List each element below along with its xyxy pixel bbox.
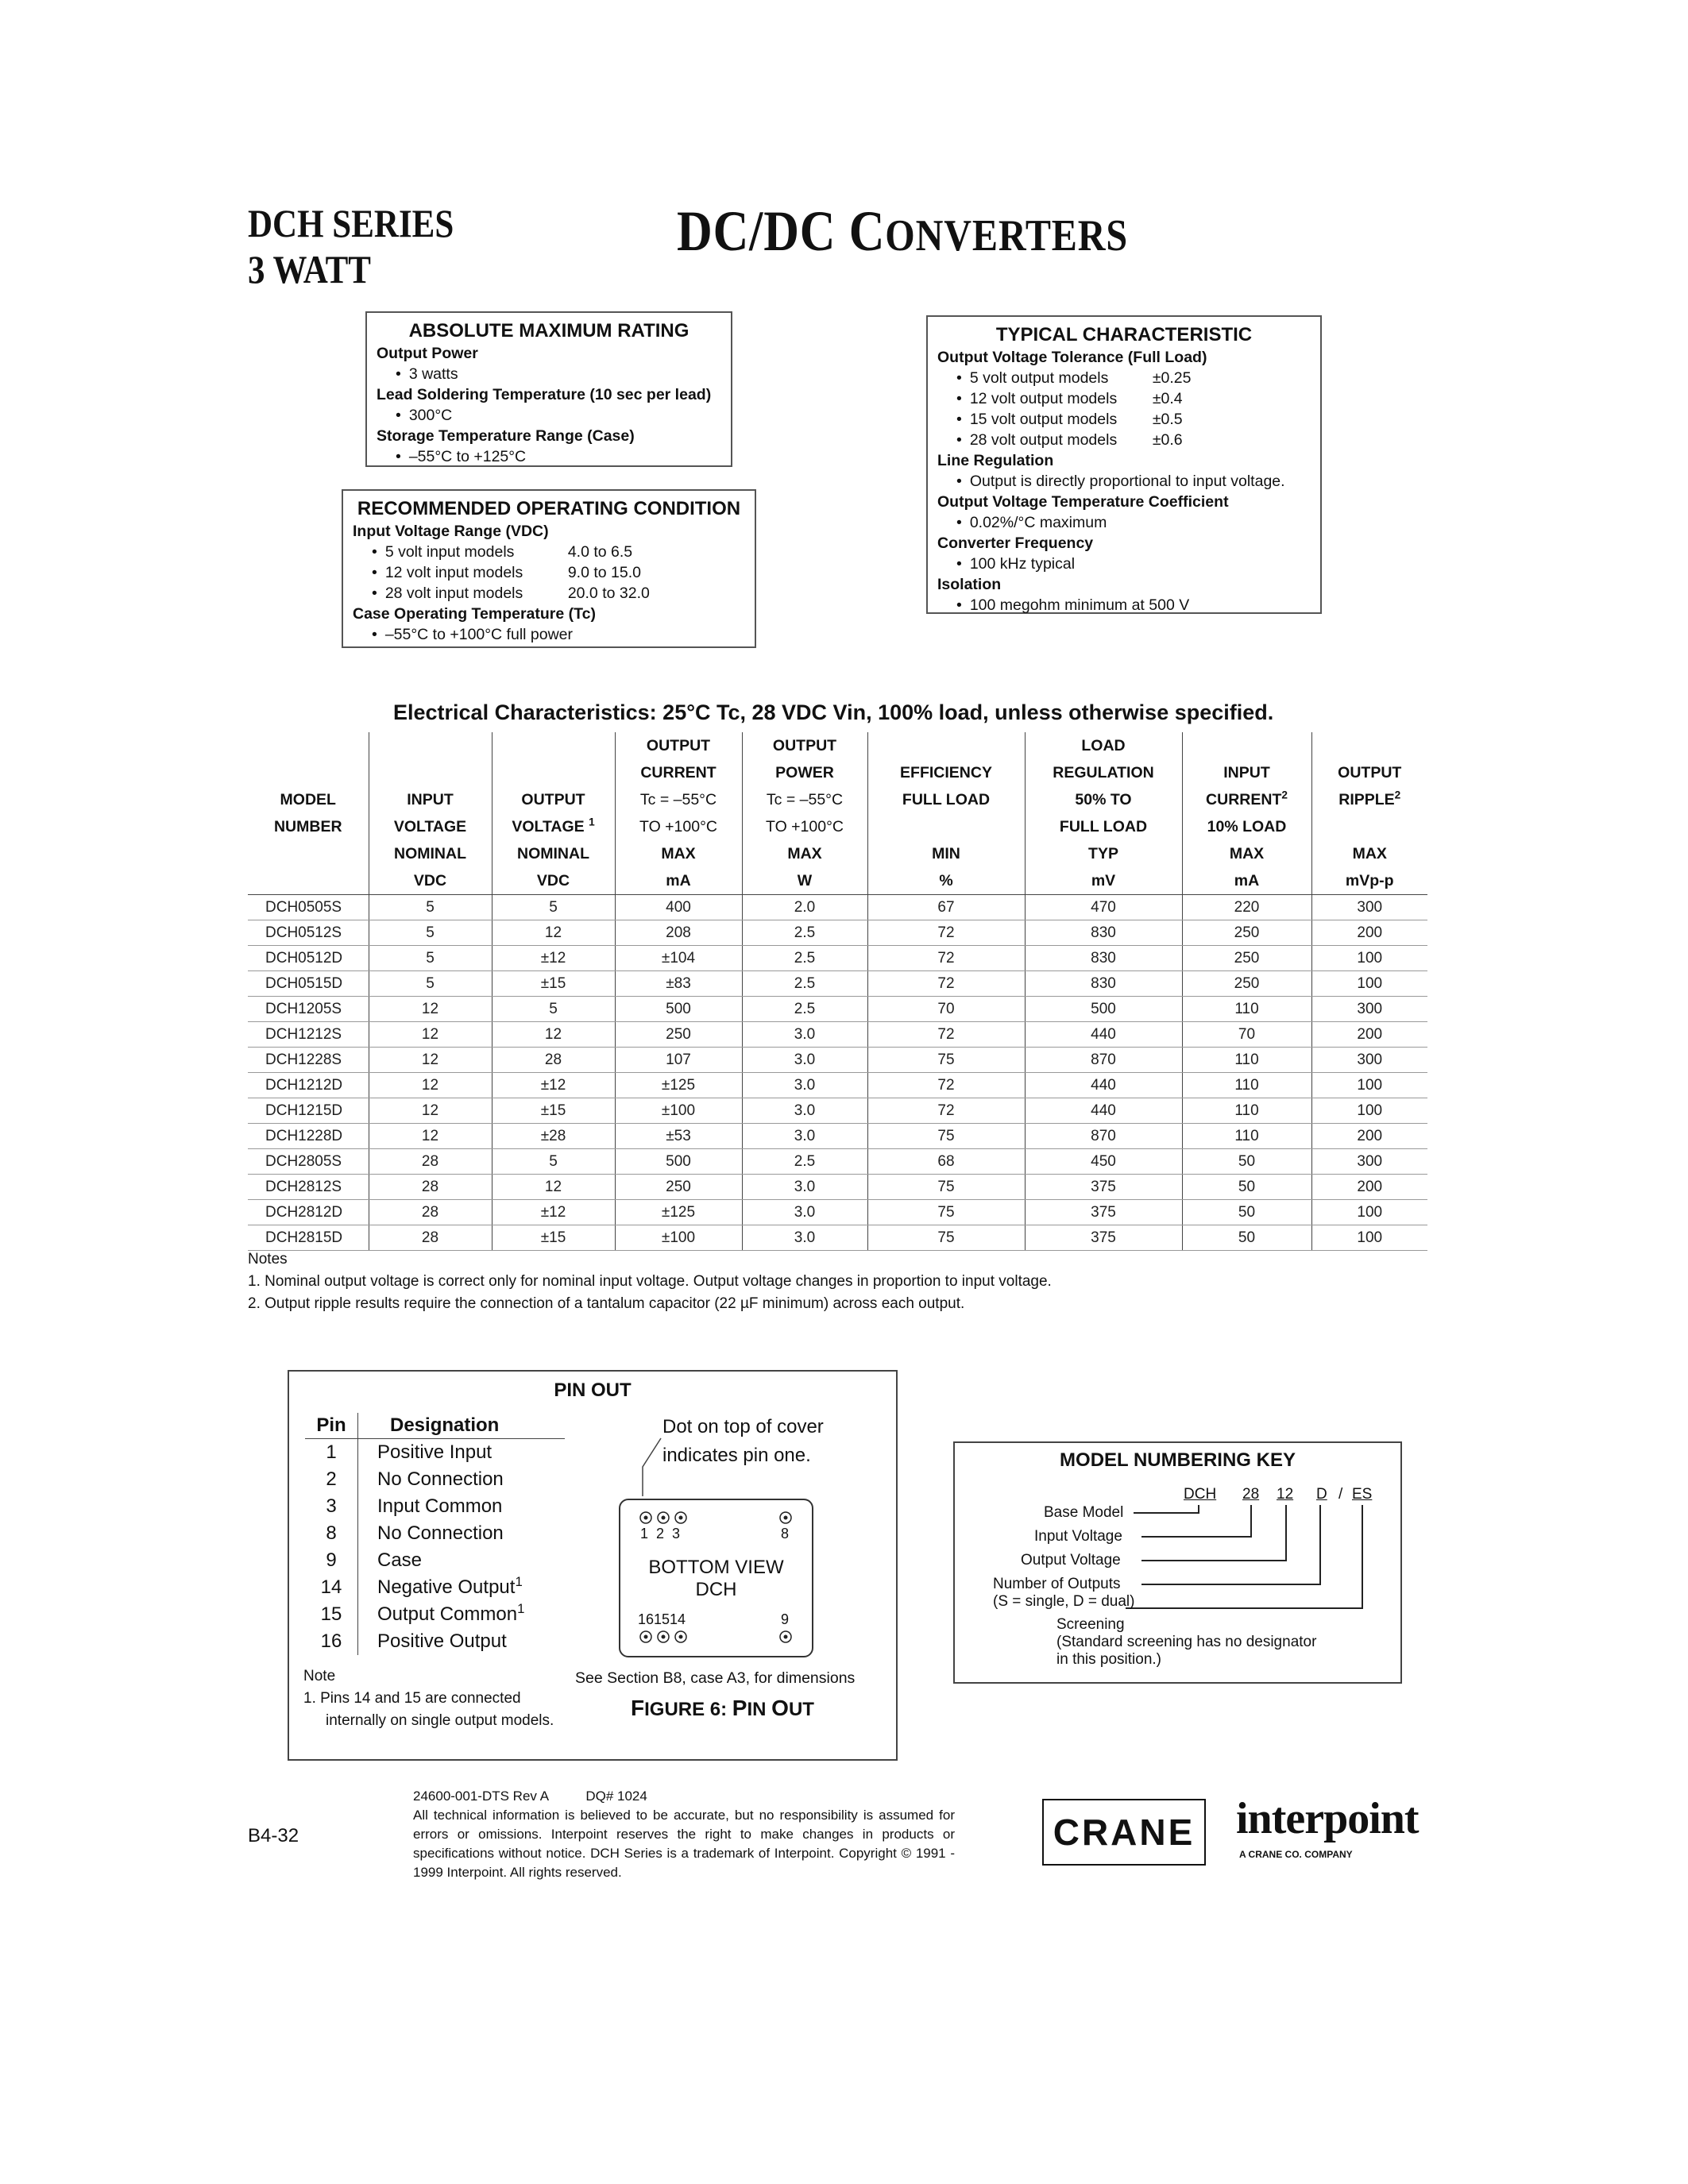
- value-cell: 500: [615, 997, 742, 1022]
- value-cell: 72: [867, 1098, 1025, 1124]
- col-header-output-ripple: OUTPUT RIPPLE$^2$: [1311, 732, 1427, 840]
- pin-row: 15 Output Common$^1$: [305, 1601, 565, 1628]
- value-cell: 3.0: [742, 1048, 867, 1073]
- row-label: • 15 volt output models: [969, 411, 1118, 428]
- table-row: [248, 1200, 1427, 1225]
- value-cell: 28: [369, 1225, 492, 1251]
- value-cell: 2.0: [742, 895, 867, 920]
- value-cell: 72: [867, 971, 1025, 997]
- recommended-operating-box: [342, 489, 756, 648]
- electrical-table-title: Electrical Characteristics: 25°C Tc, 28 VDC Vin, 100% load, unless otherwise specified.: [393, 700, 1274, 724]
- value-cell: 2.5: [742, 971, 867, 997]
- characteristic-value: • Output is directly proportional to input voltage.: [937, 471, 1311, 492]
- value-cell: 100: [1311, 1200, 1427, 1225]
- unit-cell: [248, 867, 369, 895]
- value-cell: 28: [369, 1200, 492, 1225]
- value-cell: 12: [369, 1048, 492, 1073]
- pin-out-title: PIN OUT: [554, 1379, 632, 1401]
- pin-8-number: 8: [781, 1526, 790, 1542]
- value-cell: 220: [1182, 895, 1311, 920]
- spec-cell: MIN: [867, 840, 1025, 867]
- value-cell: 107: [615, 1048, 742, 1073]
- model-number-cell: DCH1212D: [248, 1073, 369, 1098]
- rating-heading: Storage Temperature Range (Case): [377, 427, 635, 445]
- value-cell: 100: [1311, 946, 1427, 971]
- value-cell: 375: [1025, 1200, 1182, 1225]
- value-cell: 12: [492, 920, 615, 946]
- characteristic-value: • 100 kHz typical: [937, 554, 1311, 574]
- value-cell: 3.0: [742, 1098, 867, 1124]
- value-cell: 75: [867, 1124, 1025, 1149]
- package-name-label: DCH: [695, 1579, 737, 1600]
- series-title: [248, 200, 454, 292]
- value-cell: 28: [492, 1048, 615, 1073]
- pin-note-heading: Note: [303, 1668, 336, 1684]
- label-screening-note: in this position.): [1056, 1651, 1162, 1668]
- value-cell: ±12: [492, 946, 615, 971]
- col-header-output-current: OUTPUT CURRENT Tc = –55°C TO +100°C: [615, 732, 742, 840]
- value-cell: 440: [1025, 1022, 1182, 1048]
- table-row: [248, 1124, 1427, 1149]
- table-row: [248, 997, 1427, 1022]
- value-cell: ±15: [492, 971, 615, 997]
- value-cell: 5: [492, 997, 615, 1022]
- table-row: [248, 946, 1427, 971]
- unit-cell: %: [867, 867, 1025, 895]
- value-cell: 375: [1025, 1225, 1182, 1251]
- table-row: [248, 1022, 1427, 1048]
- characteristic-value: • 100 megohm minimum at 500 V: [937, 595, 1311, 615]
- label-number-of-outputs: Number of Outputs: [993, 1576, 1121, 1592]
- label-outputs-legend: (S = single, D = dual): [993, 1593, 1135, 1610]
- label-input-voltage: Input Voltage: [1034, 1528, 1122, 1545]
- value-cell: 28: [369, 1149, 492, 1175]
- model-number-cell: DCH0505S: [248, 895, 369, 920]
- page-number: B4-32: [248, 1825, 299, 1846]
- row-value: ±0.25: [1152, 369, 1192, 387]
- value-cell: 3.0: [742, 1200, 867, 1225]
- value-cell: 870: [1025, 1124, 1182, 1149]
- value-cell: 72: [867, 946, 1025, 971]
- value-cell: 470: [1025, 895, 1182, 920]
- col-header-model: MODEL NUMBER: [273, 791, 342, 835]
- notes-heading: Notes: [248, 1251, 288, 1268]
- value-cell: 75: [867, 1200, 1025, 1225]
- pin-note-line: internally on single output models.: [326, 1712, 554, 1729]
- value-cell: 208: [615, 920, 742, 946]
- value-cell: ±104: [615, 946, 742, 971]
- value-cell: 200: [1311, 1175, 1427, 1200]
- value-cell: 375: [1025, 1175, 1182, 1200]
- series-name: DCH SERIES: [248, 201, 454, 245]
- value-cell: 67: [867, 895, 1025, 920]
- spec-cell: [248, 840, 369, 867]
- value-cell: 68: [867, 1149, 1025, 1175]
- spec-row: [248, 840, 1427, 867]
- rating-value: • 3 watts: [377, 364, 721, 384]
- pin-row: 14 Negative Output$^1$: [305, 1574, 565, 1601]
- value-cell: 100: [1311, 1098, 1427, 1124]
- value-cell: ±28: [492, 1124, 615, 1149]
- unit-cell: VDC: [492, 867, 615, 895]
- value-cell: ±83: [615, 971, 742, 997]
- model-number-cell: DCH0512S: [248, 920, 369, 946]
- value-cell: 5: [369, 920, 492, 946]
- value-cell: ±12: [492, 1200, 615, 1225]
- characteristic-heading: Converter Frequency: [937, 534, 1094, 552]
- model-number-cell: DCH1215D: [248, 1098, 369, 1124]
- bottom-view-label: BOTTOM VIEW: [648, 1557, 784, 1578]
- value-cell: 28: [369, 1175, 492, 1200]
- col-header-designation: Designation: [358, 1413, 566, 1439]
- value-cell: 250: [615, 1175, 742, 1200]
- value-cell: 12: [492, 1175, 615, 1200]
- col-header-output-voltage: OUTPUT VOLTAGE $^1$: [492, 732, 615, 840]
- value-cell: 250: [1182, 946, 1311, 971]
- value-cell: 100: [1311, 971, 1427, 997]
- value-cell: ±100: [615, 1225, 742, 1251]
- value-cell: ±12: [492, 1073, 615, 1098]
- value-cell: 830: [1025, 971, 1182, 997]
- row-label: • 12 volt output models: [969, 390, 1118, 407]
- value-cell: 72: [867, 920, 1025, 946]
- footer-legal: [413, 1787, 955, 1882]
- model-number-cell: DCH2815D: [248, 1225, 369, 1251]
- value-cell: 300: [1311, 895, 1427, 920]
- value-cell: 5: [492, 1149, 615, 1175]
- bottom-pin-numbers: 161514: [638, 1611, 686, 1627]
- value-cell: 2.5: [742, 1149, 867, 1175]
- value-cell: 110: [1182, 1073, 1311, 1098]
- page-title: [677, 199, 1128, 264]
- note-2: 2. Output ripple results require the connection of a tantalum capacitor (22 µF minimum) across each output.: [248, 1295, 965, 1312]
- model-number-cell: DCH2805S: [248, 1149, 369, 1175]
- model-number-cell: DCH1228D: [248, 1124, 369, 1149]
- value-cell: 5: [369, 895, 492, 920]
- pin-row: 8 No Connection: [305, 1520, 565, 1547]
- characteristic-heading: Output Voltage Temperature Coefficient: [937, 493, 1229, 511]
- table-row: [248, 1073, 1427, 1098]
- electrical-characteristics-table: [248, 732, 1427, 1251]
- row-value: 9.0 to 15.0: [567, 564, 641, 581]
- condition-heading: Input Voltage Range (VDC): [353, 523, 549, 540]
- pin-row: 3 Input Common: [305, 1493, 565, 1520]
- pin-row: 2 No Connection: [305, 1466, 565, 1493]
- value-cell: 72: [867, 1022, 1025, 1048]
- code-separator: /: [1338, 1486, 1343, 1503]
- value-cell: 300: [1311, 1149, 1427, 1175]
- value-cell: 100: [1311, 1073, 1427, 1098]
- label-screening: Screening: [1056, 1616, 1125, 1633]
- value-cell: 75: [867, 1225, 1025, 1251]
- value-cell: 3.0: [742, 1175, 867, 1200]
- value-cell: 110: [1182, 1048, 1311, 1073]
- value-cell: 5: [369, 971, 492, 997]
- series-wattage: 3 WATT: [248, 247, 371, 291]
- condition-heading: Case Operating Temperature (Tc): [353, 605, 596, 623]
- title-part: C: [848, 199, 886, 263]
- value-cell: 500: [615, 1149, 742, 1175]
- value-cell: 70: [867, 997, 1025, 1022]
- value-cell: 110: [1182, 997, 1311, 1022]
- value-cell: 830: [1025, 920, 1182, 946]
- unit-cell: VDC: [369, 867, 492, 895]
- characteristic-value: • 0.02%/°C maximum: [937, 512, 1311, 533]
- table-row: [248, 1149, 1427, 1175]
- tolerance-row: [937, 430, 1311, 450]
- value-cell: 200: [1311, 920, 1427, 946]
- model-number-cell: DCH2812S: [248, 1175, 369, 1200]
- value-cell: ±125: [615, 1200, 742, 1225]
- spec-cell: MAX: [742, 840, 867, 867]
- model-number-cell: DCH1212S: [248, 1022, 369, 1048]
- value-cell: ±15: [492, 1098, 615, 1124]
- absolute-max-rating-box: [365, 311, 732, 467]
- rating-value: • 300°C: [377, 405, 721, 426]
- value-cell: 12: [369, 1124, 492, 1149]
- value-cell: 50: [1182, 1149, 1311, 1175]
- tolerance-row: [937, 409, 1311, 430]
- pin-9-number: 9: [781, 1611, 790, 1627]
- pin-note-line: 1. Pins 14 and 15 are connected: [303, 1690, 521, 1707]
- title-part: ONVERTERS: [885, 211, 1129, 260]
- model-numbering-key-box: [953, 1441, 1402, 1684]
- spec-cell: MAX: [615, 840, 742, 867]
- value-cell: 12: [369, 1073, 492, 1098]
- characteristic-heading: Output Voltage Tolerance (Full Load): [937, 349, 1207, 366]
- crane-logo: CRANE: [1042, 1799, 1206, 1866]
- col-header-load-regulation: LOAD REGULATION 50% TO FULL LOAD: [1025, 732, 1182, 840]
- value-cell: 2.5: [742, 997, 867, 1022]
- value-cell: 110: [1182, 1098, 1311, 1124]
- spec-cell: NOMINAL: [369, 840, 492, 867]
- value-cell: 100: [1311, 1225, 1427, 1251]
- top-pin-numbers: 1 2 3: [640, 1526, 681, 1542]
- figure-caption: FIGURE 6: PIN OUT: [631, 1696, 814, 1720]
- unit-cell: mA: [615, 867, 742, 895]
- box-title: RECOMMENDED OPERATING CONDITION: [357, 498, 741, 519]
- spec-cell: NOMINAL: [492, 840, 615, 867]
- value-cell: 250: [615, 1022, 742, 1048]
- legal-disclaimer: All technical information is believed to be accurate, but no responsibility is assumed for errors or omissions. Interpoint reserves the right to make changes in products or specifications without notice. DCH Series is a trademark of Interpoint. Copyright © 1991 - 1999 Interpoint. All rights reserved.: [413, 1808, 955, 1880]
- value-cell: 3.0: [742, 1022, 867, 1048]
- value-cell: 110: [1182, 1124, 1311, 1149]
- value-cell: 250: [1182, 971, 1311, 997]
- value-cell: 450: [1025, 1149, 1182, 1175]
- value-cell: 2.5: [742, 920, 867, 946]
- value-cell: 5: [492, 895, 615, 920]
- rating-value: • –55°C to +125°C: [377, 446, 721, 467]
- col-header-input-current: INPUT CURRENT$^2$ 10% LOAD: [1182, 732, 1311, 840]
- model-number-cell: DCH1228S: [248, 1048, 369, 1073]
- condition-row: [353, 583, 745, 604]
- value-cell: 200: [1311, 1022, 1427, 1048]
- value-cell: ±15: [492, 1225, 615, 1251]
- pin-one-callout: Dot on top of cover indicates pin one.: [662, 1416, 824, 1466]
- model-number-cell: DCH0512D: [248, 946, 369, 971]
- model-number-cell: DCH2812D: [248, 1200, 369, 1225]
- rating-heading: Output Power: [377, 345, 478, 362]
- model-number-cell: DCH1205S: [248, 997, 369, 1022]
- box-title: ABSOLUTE MAXIMUM RATING: [408, 320, 689, 341]
- spec-cell: MAX: [1311, 840, 1427, 867]
- row-label: • 28 volt output models: [969, 431, 1118, 449]
- value-cell: ±100: [615, 1098, 742, 1124]
- code-input-voltage: 28: [1242, 1486, 1260, 1503]
- value-cell: 75: [867, 1175, 1025, 1200]
- document-number: 24600-001-DTS Rev A DQ# 1024: [413, 1788, 647, 1804]
- table-row: [248, 895, 1427, 920]
- row-value: ±0.4: [1152, 390, 1183, 407]
- row-label: • 28 volt input models: [384, 585, 523, 602]
- table-row: [248, 1225, 1427, 1251]
- package-bottom-view: [619, 1499, 813, 1657]
- condition-row: [353, 542, 745, 562]
- spec-cell: MAX: [1182, 840, 1311, 867]
- table-row: [248, 1048, 1427, 1073]
- value-cell: 440: [1025, 1098, 1182, 1124]
- value-cell: 50: [1182, 1175, 1311, 1200]
- spec-cell: TYP: [1025, 840, 1182, 867]
- table-row: [248, 920, 1427, 946]
- value-cell: 3.0: [742, 1225, 867, 1251]
- row-value: ±0.5: [1152, 411, 1183, 428]
- row-value: 4.0 to 6.5: [567, 543, 633, 561]
- code-base-model: DCH: [1184, 1486, 1217, 1503]
- value-cell: ±125: [615, 1073, 742, 1098]
- unit-row: [248, 867, 1427, 895]
- characteristic-heading: Line Regulation: [937, 452, 1054, 469]
- value-cell: 500: [1025, 997, 1182, 1022]
- row-label: • 5 volt output models: [969, 369, 1109, 387]
- code-number-of-outputs: D: [1316, 1486, 1327, 1503]
- row-label: • 12 volt input models: [384, 564, 523, 581]
- unit-cell: W: [742, 867, 867, 895]
- value-cell: 200: [1311, 1124, 1427, 1149]
- value-cell: 300: [1311, 997, 1427, 1022]
- unit-cell: mVp-p: [1311, 867, 1427, 895]
- model-key-title: MODEL NUMBERING KEY: [1060, 1449, 1296, 1471]
- title-part: DC/DC: [677, 199, 849, 263]
- row-value: 20.0 to 32.0: [567, 585, 650, 602]
- code-output-voltage: 12: [1277, 1486, 1294, 1503]
- label-base-model: Base Model: [1044, 1504, 1124, 1521]
- col-header-output-power: OUTPUT POWER Tc = –55°C TO +100°C: [742, 732, 867, 840]
- tolerance-row: [937, 388, 1311, 409]
- characteristic-heading: Isolation: [937, 576, 1002, 593]
- value-cell: 50: [1182, 1200, 1311, 1225]
- value-cell: 830: [1025, 946, 1182, 971]
- value-cell: 250: [1182, 920, 1311, 946]
- value-cell: 3.0: [742, 1073, 867, 1098]
- value-cell: 12: [369, 1098, 492, 1124]
- table-row: [248, 1175, 1427, 1200]
- crane-co-tagline: A CRANE CO. COMPANY: [1239, 1849, 1353, 1860]
- note-1: 1. Nominal output voltage is correct only for nominal input voltage. Output voltage changes in proportion to input voltage.: [248, 1273, 1052, 1290]
- pin-row: 9 Case: [305, 1547, 565, 1574]
- pin-row: 1 Positive Input: [305, 1439, 565, 1467]
- value-cell: 12: [369, 997, 492, 1022]
- rating-heading: Lead Soldering Temperature (10 sec per lead): [377, 386, 712, 403]
- value-cell: 75: [867, 1048, 1025, 1073]
- value-cell: 12: [492, 1022, 615, 1048]
- value-cell: 3.0: [742, 1124, 867, 1149]
- code-screening: ES: [1352, 1486, 1373, 1503]
- value-cell: 5: [369, 946, 492, 971]
- typical-characteristic-box: [926, 315, 1322, 614]
- pin-row: 16 Positive Output: [305, 1628, 565, 1655]
- value-cell: ±53: [615, 1124, 742, 1149]
- label-output-voltage: Output Voltage: [1021, 1552, 1121, 1569]
- dimensions-reference: See Section B8, case A3, for dimensions: [575, 1669, 856, 1687]
- value-cell: 440: [1025, 1073, 1182, 1098]
- pin-out-box: [288, 1370, 898, 1761]
- electrical-table-body: [248, 895, 1427, 1251]
- value-cell: 70: [1182, 1022, 1311, 1048]
- interpoint-logo: interpoint: [1236, 1794, 1419, 1843]
- label-screening-note: (Standard screening has no designator: [1056, 1634, 1317, 1650]
- row-value: ±0.6: [1152, 431, 1183, 449]
- col-header-input-voltage: INPUT VOLTAGE: [369, 732, 492, 840]
- value-cell: 50: [1182, 1225, 1311, 1251]
- unit-cell: mA: [1182, 867, 1311, 895]
- value-cell: 72: [867, 1073, 1025, 1098]
- col-header-pin: Pin: [305, 1413, 358, 1439]
- value-cell: 870: [1025, 1048, 1182, 1073]
- header-row: [248, 732, 1427, 840]
- value-cell: 400: [615, 895, 742, 920]
- table-notes: [248, 1248, 1052, 1315]
- value-cell: 300: [1311, 1048, 1427, 1073]
- condition-row: [353, 562, 745, 583]
- condition-value: • –55°C to +100°C full power: [353, 624, 745, 645]
- box-title: TYPICAL CHARACTERISTIC: [995, 324, 1253, 345]
- model-number-cell: DCH0515D: [248, 971, 369, 997]
- value-cell: 2.5: [742, 946, 867, 971]
- table-row: [248, 971, 1427, 997]
- value-cell: 12: [369, 1022, 492, 1048]
- unit-cell: mV: [1025, 867, 1182, 895]
- table-row: [248, 1098, 1427, 1124]
- col-header-efficiency: EFFICIENCY FULL LOAD: [867, 732, 1025, 840]
- tolerance-row: [937, 368, 1311, 388]
- row-label: • 5 volt input models: [384, 543, 515, 561]
